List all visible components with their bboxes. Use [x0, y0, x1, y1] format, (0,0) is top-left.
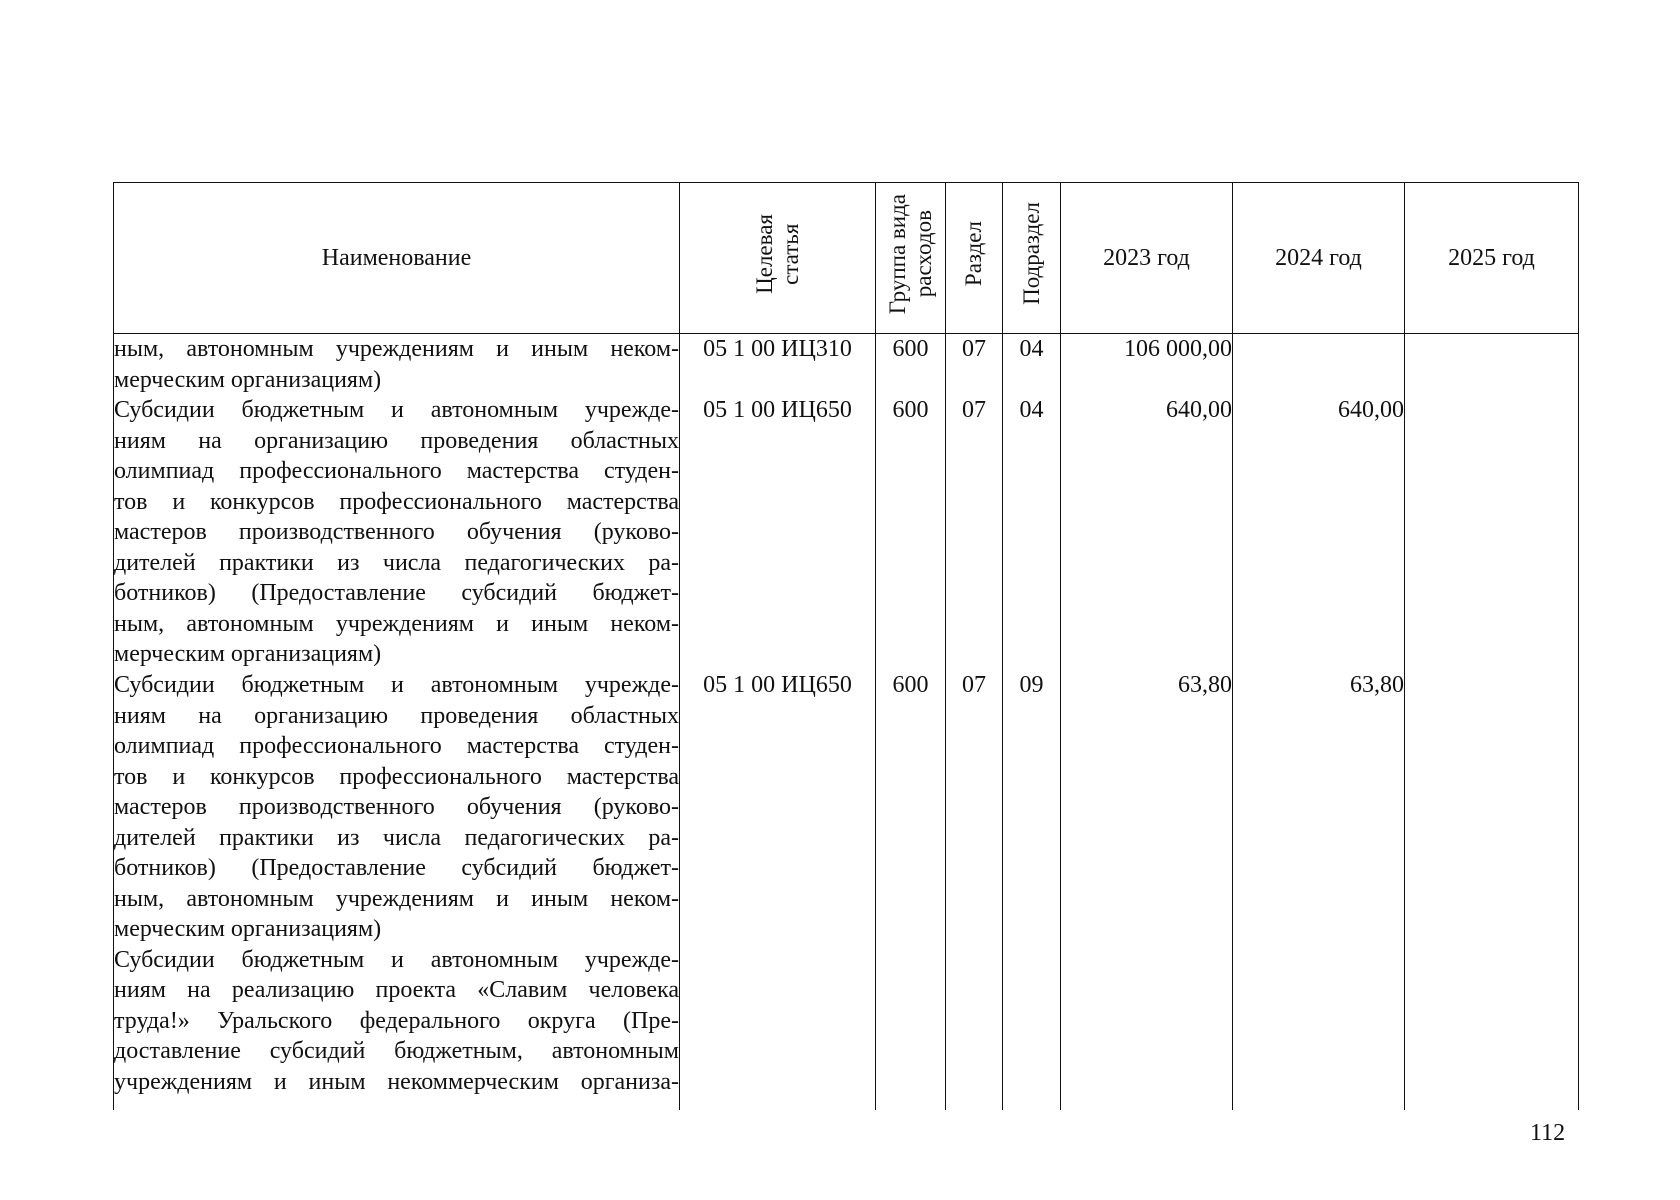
header-name: Наименование: [114, 183, 680, 334]
row-target-article: 05 1 00 ИЦ650: [680, 395, 876, 670]
row-2024: 63,80: [1233, 670, 1405, 945]
row-subsection: 04: [1003, 395, 1061, 670]
row-name: Субсидии бюджетным и автономным учрежде- ниям на организацию проведения областных олимпиад профессионального мастерства студен- тов и конкурсов профессионального мастерства мастеров производственного обучения (руково- дителей практики из числа педагогических ра- ботников) (Предоставление субсидий бюджет- ным, автономным учреждениям и иным неком- мерческим организациям): [114, 670, 680, 945]
row-2023: 106 000,00: [1061, 334, 1233, 396]
table-body: [114, 334, 1579, 1110]
row-2023: 63,80: [1061, 670, 1233, 945]
row-target-article: 05 1 00 ИЦ310: [680, 334, 876, 396]
row-expense-group: 600: [876, 670, 946, 945]
header-target-article: Целевая статья: [680, 183, 876, 334]
row-target-article: [680, 945, 876, 1110]
row-2025: [1405, 945, 1579, 1110]
header-2024: 2024 год: [1233, 183, 1405, 334]
table-row: [114, 945, 1579, 1110]
row-name: Субсидии бюджетным и автономным учрежде- ниям на реализацию проекта «Славим человека труда!» Уральского федерального округа (Пре- доставление субсидий бюджетным, автономным учреждениям и иным некоммерческим организа-: [114, 945, 680, 1110]
row-expense-group: 600: [876, 334, 946, 396]
row-name: Субсидии бюджетным и автономным учрежде- ниям на организацию проведения областных олимпиад профессионального мастерства студен- тов и конкурсов профессионального мастерства мастеров производственного обучения (руково- дителей практики из числа педагогических ра- ботников) (Предоставление субсидий бюджет- ным, автономным учреждениям и иным неком- мерческим организациям): [114, 395, 680, 670]
row-2024: 640,00: [1233, 395, 1405, 670]
row-expense-group: 600: [876, 395, 946, 670]
row-name: ным, автономным учреждениям и иным неком- мерческим организациям): [114, 334, 680, 396]
table-row: [114, 670, 1579, 945]
row-2025: [1405, 334, 1579, 396]
header-section: Раздел: [946, 183, 1003, 334]
row-expense-group: [876, 945, 946, 1110]
row-section: 07: [946, 670, 1003, 945]
row-subsection: 09: [1003, 670, 1061, 945]
row-section: 07: [946, 334, 1003, 396]
row-2024: [1233, 334, 1405, 396]
page-number: 112: [1530, 1120, 1566, 1146]
header-2023: 2023 год: [1061, 183, 1233, 334]
header-subsection: Подраздел: [1003, 183, 1061, 334]
row-subsection: 04: [1003, 334, 1061, 396]
row-2024: [1233, 945, 1405, 1110]
row-target-article: 05 1 00 ИЦ650: [680, 670, 876, 945]
row-2025: [1405, 670, 1579, 945]
table-header: [114, 183, 1579, 334]
row-2025: [1405, 395, 1579, 670]
table-row: [114, 334, 1579, 396]
row-2023: [1061, 945, 1233, 1110]
row-2023: 640,00: [1061, 395, 1233, 670]
row-section: [946, 945, 1003, 1110]
header-2025: 2025 год: [1405, 183, 1579, 334]
table-row: [114, 395, 1579, 670]
row-section: 07: [946, 395, 1003, 670]
header-expense-group: Группа вида расходов: [876, 183, 946, 334]
budget-table: [113, 182, 1579, 1110]
row-subsection: [1003, 945, 1061, 1110]
